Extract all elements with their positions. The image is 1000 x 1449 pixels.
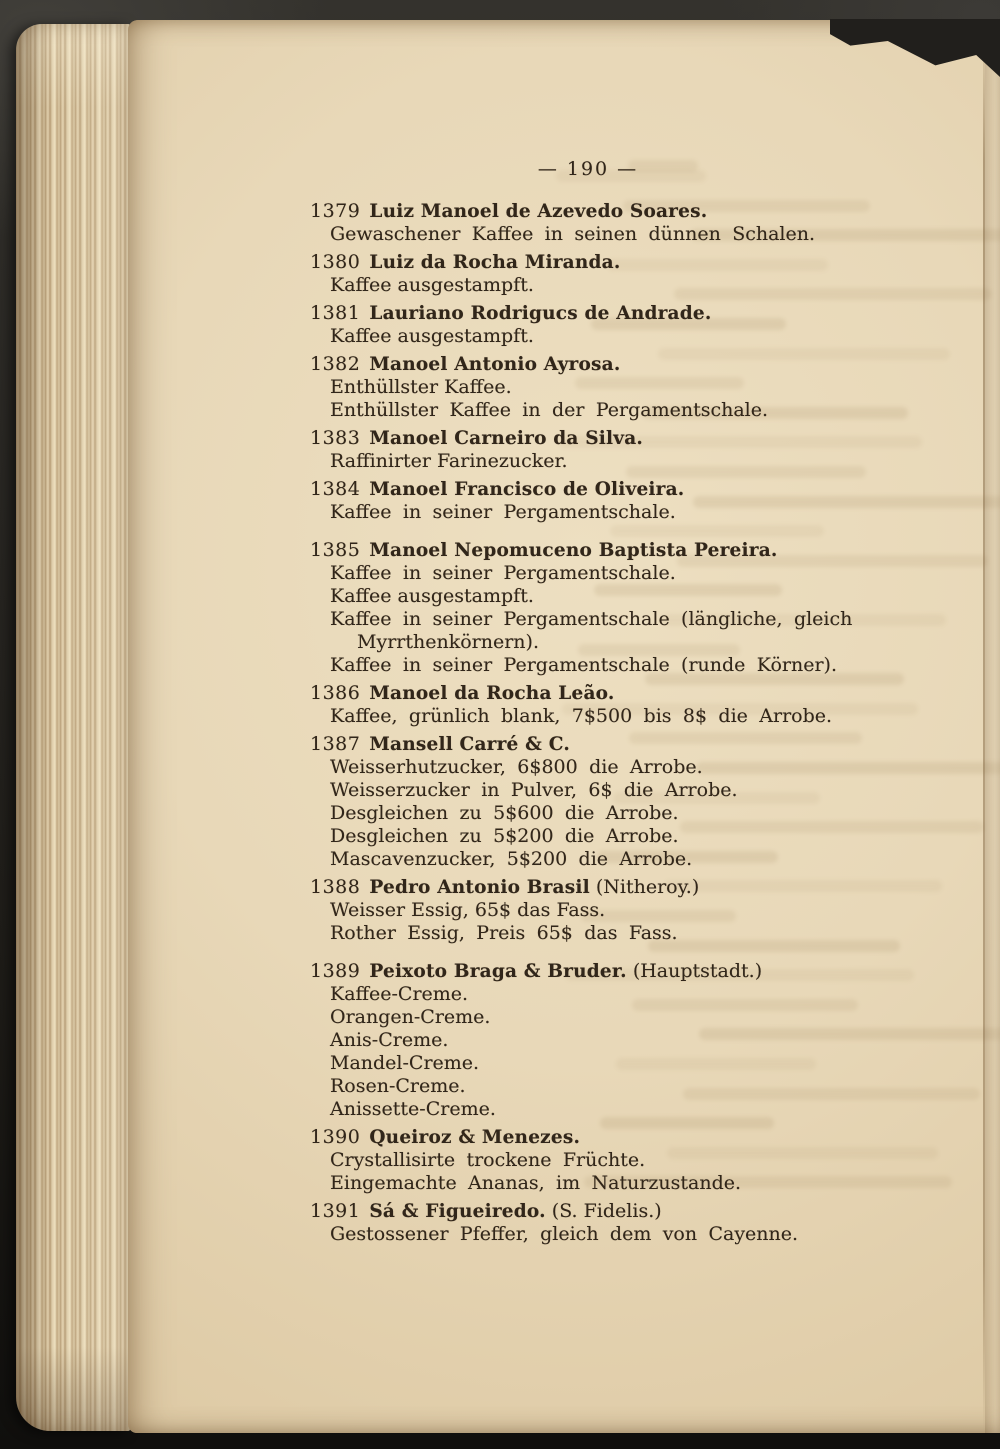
entry-number: 1383: [310, 427, 361, 449]
entry-number: 1385: [310, 539, 361, 561]
entry-head: [310, 1200, 866, 1223]
entry: [310, 200, 866, 246]
product-line: Kaffee ausgestampft.: [330, 274, 534, 296]
entry-head: [310, 427, 866, 450]
product-line: Desgleichen zu 5$200 die Arrobe.: [330, 825, 679, 847]
entry-number: 1384: [310, 478, 361, 500]
product-line: Anissette-Creme.: [330, 1098, 496, 1120]
exhibitor-name: Queiroz & Menezes.: [369, 1127, 581, 1148]
product-line: Gestossener Pfeffer, gleich dem von Cayenne.: [330, 1223, 799, 1245]
exhibitor-name: Mansell Carré & C.: [369, 734, 570, 755]
entry-head: [310, 876, 866, 899]
page-content: [310, 158, 866, 1251]
product-line: Rother Essig, Preis 65$ das Fass.: [330, 922, 678, 944]
exhibitor-name: Lauriano Rodrigucs de Andrade.: [369, 303, 712, 324]
entry: [310, 539, 866, 677]
entry: [310, 1126, 866, 1195]
next-page-edge: [985, 20, 1000, 1433]
product-line: Rosen-Creme.: [330, 1075, 466, 1097]
entry-list: [310, 200, 866, 1246]
entry-number: 1389: [310, 960, 361, 982]
entry-head: [310, 682, 866, 705]
exhibitor-location: (Nitheroy.): [589, 876, 700, 898]
entry: [310, 478, 866, 524]
product-line: Kaffee ausgestampft.: [330, 325, 534, 347]
product-line: Gewaschener Kaffee in seinen dünnen Schalen.: [330, 223, 816, 245]
entry-head: [310, 200, 866, 223]
entry-head: [310, 539, 866, 562]
exhibitor-name: Manoel Francisco de Oliveira.: [369, 479, 685, 500]
exhibitor-name: Manoel da Rocha Leão.: [369, 683, 615, 704]
entry-number: 1382: [310, 353, 361, 375]
exhibitor-name: Luiz Manoel de Azevedo Soares.: [369, 201, 708, 222]
exhibitor-name: Sá & Figueiredo.: [369, 1201, 546, 1222]
exhibitor-name: Manoel Carneiro da Silva.: [369, 428, 644, 449]
entry-head: [310, 251, 866, 274]
product-line: Orangen-Creme.: [330, 1006, 491, 1028]
product-line: Kaffee in seiner Pergamentschale (längliche, gleich Myrrthenkörnern).: [330, 608, 853, 653]
product-line: Enthüllster Kaffee in der Pergamentschale.: [330, 399, 769, 421]
exhibitor-name: Luiz da Rocha Miranda.: [369, 252, 621, 273]
exhibitor-name: Manoel Nepomuceno Baptista Pereira.: [369, 540, 778, 561]
exhibitor-name: Manoel Antonio Ayrosa.: [369, 354, 621, 375]
entry: [310, 1200, 866, 1246]
product-line: Eingemachte Ananas, im Naturzustande.: [330, 1172, 742, 1194]
product-line: Desgleichen zu 5$600 die Arrobe.: [330, 802, 679, 824]
entry-head: [310, 733, 866, 756]
exhibitor-location: (Hauptstadt.): [626, 960, 763, 982]
entry-number: 1381: [310, 302, 361, 324]
product-line: Mandel-Creme.: [330, 1052, 480, 1074]
entry-head: [310, 302, 866, 325]
entry-number: 1391: [310, 1200, 361, 1222]
entry-head: [310, 478, 866, 501]
product-line: Kaffee in seiner Pergamentschale.: [330, 562, 676, 584]
entry: [310, 876, 866, 945]
book-page: [128, 20, 1000, 1433]
product-line: Kaffee-Creme.: [330, 983, 469, 1005]
product-line: Mascavenzucker, 5$200 die Arrobe.: [330, 848, 693, 870]
product-line: Kaffee in seiner Pergamentschale.: [330, 501, 676, 523]
entry-number: 1387: [310, 733, 361, 755]
entry-head: [310, 1126, 866, 1149]
product-line: Weisserhutzucker, 6$800 die Arrobe.: [330, 756, 703, 778]
product-line: Kaffee in seiner Pergamentschale (runde Körner).: [330, 654, 838, 676]
product-line: Raffinirter Farinezucker.: [330, 450, 568, 472]
product-line: Weisser Essig, 65$ das Fass.: [330, 899, 606, 921]
entry: [310, 353, 866, 422]
entry: [310, 251, 866, 297]
entry-head: [310, 960, 866, 983]
entry-head: [310, 353, 866, 376]
entry: [310, 302, 866, 348]
exhibitor-location: (S. Fidelis.): [545, 1200, 662, 1222]
product-line: Enthüllster Kaffee.: [330, 376, 512, 398]
entry: [310, 960, 866, 1121]
entry-number: 1386: [310, 682, 361, 704]
entry-number: 1379: [310, 200, 361, 222]
exhibitor-name: Peixoto Braga & Bruder.: [369, 961, 627, 982]
entry: [310, 427, 866, 473]
page-number: — 190 —: [537, 158, 639, 180]
entry: [310, 682, 866, 728]
exhibitor-name: Pedro Antonio Brasil: [369, 877, 590, 898]
product-line: Weisserzucker in Pulver, 6$ die Arrobe.: [330, 779, 738, 801]
entry-number: 1380: [310, 251, 361, 273]
entry-number: 1388: [310, 876, 361, 898]
entry: [310, 733, 866, 871]
product-line: Crystallisirte trockene Früchte.: [330, 1149, 646, 1171]
product-line: Anis-Creme.: [330, 1029, 449, 1051]
product-line: Kaffee ausgestampft.: [330, 585, 534, 607]
entry-number: 1390: [310, 1126, 361, 1148]
product-line: Kaffee, grünlich blank, 7$500 bis 8$ die Arrobe.: [330, 705, 833, 727]
page-edge-stack: [16, 24, 130, 1431]
